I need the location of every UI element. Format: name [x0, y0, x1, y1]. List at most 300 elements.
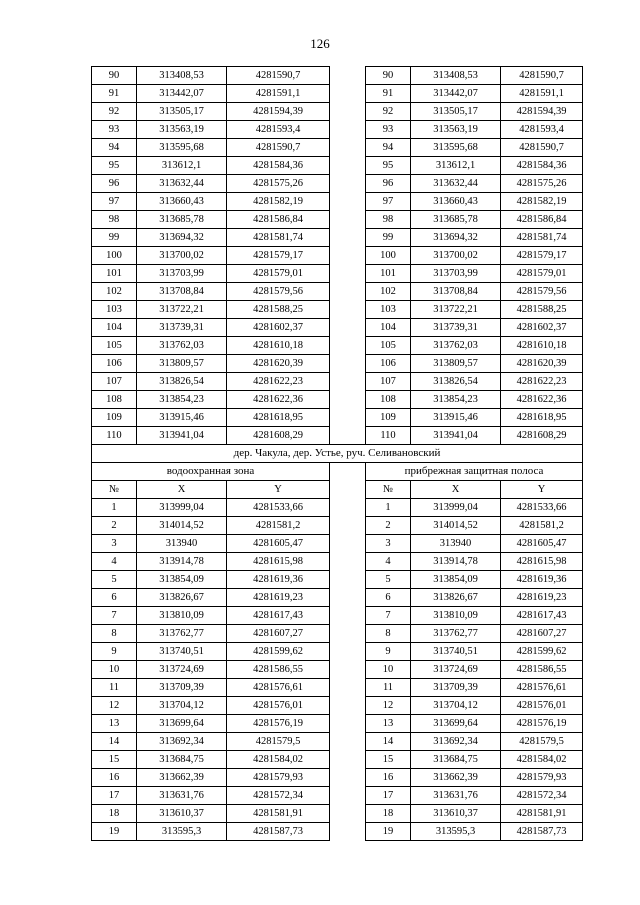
left-x-value: 313826,54: [137, 373, 227, 391]
right-x-value: 313699,64: [411, 715, 501, 733]
column-gap: [330, 535, 366, 553]
column-gap: [330, 751, 366, 769]
left-y-value: 4281576,01: [227, 697, 330, 715]
right-point-number: 2: [366, 517, 411, 535]
right-y-value: 4281590,7: [501, 67, 583, 85]
right-point-number: 3: [366, 535, 411, 553]
right-x-value: 313740,51: [411, 643, 501, 661]
right-y-value: 4281572,34: [501, 787, 583, 805]
left-point-number: 1: [92, 499, 137, 517]
table-row: [92, 139, 583, 157]
table-row: [92, 643, 583, 661]
table-row: [92, 661, 583, 679]
right-point-number: 14: [366, 733, 411, 751]
right-y-value: 4281576,01: [501, 697, 583, 715]
right-point-number: 19: [366, 823, 411, 841]
left-x-value: 313704,12: [137, 697, 227, 715]
right-point-number: 103: [366, 301, 411, 319]
right-point-number: 6: [366, 589, 411, 607]
column-gap: [330, 319, 366, 337]
table-row: [92, 805, 583, 823]
left-x-value: 313941,04: [137, 427, 227, 445]
table-row: [92, 337, 583, 355]
table-row: [92, 373, 583, 391]
left-x-value: 313700,02: [137, 247, 227, 265]
left-point-number: 6: [92, 589, 137, 607]
right-point-number: 7: [366, 607, 411, 625]
left-x-value: 313854,23: [137, 391, 227, 409]
column-gap: [330, 679, 366, 697]
right-x-value: 313660,43: [411, 193, 501, 211]
table-row: [92, 715, 583, 733]
right-x-value: 313914,78: [411, 553, 501, 571]
right-x-value: 313708,84: [411, 283, 501, 301]
right-y-value: 4281579,5: [501, 733, 583, 751]
right-y-value: 4281622,23: [501, 373, 583, 391]
right-point-number: 101: [366, 265, 411, 283]
right-x-value: 314014,52: [411, 517, 501, 535]
left-x-value: 313694,32: [137, 229, 227, 247]
column-gap: [330, 715, 366, 733]
coordinates-table: [91, 66, 583, 841]
right-point-number: 17: [366, 787, 411, 805]
right-y-value: 4281602,37: [501, 319, 583, 337]
left-point-number: 16: [92, 769, 137, 787]
right-y-value: 4281579,56: [501, 283, 583, 301]
right-y-value: 4281605,47: [501, 535, 583, 553]
left-x-value: 313740,51: [137, 643, 227, 661]
left-x-value: 313762,03: [137, 337, 227, 355]
left-x-value: 313699,64: [137, 715, 227, 733]
left-x-value: 313703,99: [137, 265, 227, 283]
table-row: [92, 247, 583, 265]
column-gap: [330, 355, 366, 373]
right-x-value: 313739,31: [411, 319, 501, 337]
left-y-value: 4281581,74: [227, 229, 330, 247]
left-x-value: 313563,19: [137, 121, 227, 139]
right-y-value: 4281575,26: [501, 175, 583, 193]
right-x-value: 313563,19: [411, 121, 501, 139]
left-point-number: 14: [92, 733, 137, 751]
left-y-value: 4281593,4: [227, 121, 330, 139]
left-x-value: 313724,69: [137, 661, 227, 679]
right-x-value: 313940: [411, 535, 501, 553]
left-point-number: 96: [92, 175, 137, 193]
column-gap: [330, 697, 366, 715]
table-row: [92, 787, 583, 805]
left-y-value: 4281581,2: [227, 517, 330, 535]
left-x-value: 314014,52: [137, 517, 227, 535]
right-x-value: 313999,04: [411, 499, 501, 517]
right-y-value: 4281579,17: [501, 247, 583, 265]
right-point-number: 13: [366, 715, 411, 733]
right-y-value: 4281576,19: [501, 715, 583, 733]
left-point-number: 105: [92, 337, 137, 355]
right-y-value: 4281607,27: [501, 625, 583, 643]
right-point-number: 99: [366, 229, 411, 247]
right-y-value: 4281594,39: [501, 103, 583, 121]
left-y-value: 4281594,39: [227, 103, 330, 121]
right-point-number: 107: [366, 373, 411, 391]
table-row: [92, 409, 583, 427]
column-gap: [330, 103, 366, 121]
table-row: [92, 157, 583, 175]
column-gap: [330, 499, 366, 517]
table-row: [92, 427, 583, 445]
right-y-value: 4281620,39: [501, 355, 583, 373]
left-y-value: 4281588,25: [227, 301, 330, 319]
left-y-value: 4281572,34: [227, 787, 330, 805]
column-gap: [330, 85, 366, 103]
right-x-value: 313694,32: [411, 229, 501, 247]
right-x-value: 313809,57: [411, 355, 501, 373]
left-x-value: 313709,39: [137, 679, 227, 697]
left-y-value: 4281607,27: [227, 625, 330, 643]
table-row: [92, 103, 583, 121]
left-y-value: 4281582,19: [227, 193, 330, 211]
left-point-number: 95: [92, 157, 137, 175]
left-x-value: 313915,46: [137, 409, 227, 427]
left-x-value: 313809,57: [137, 355, 227, 373]
left-point-number: 7: [92, 607, 137, 625]
right-x-value: 313703,99: [411, 265, 501, 283]
right-point-number: 12: [366, 697, 411, 715]
left-point-number: 2: [92, 517, 137, 535]
left-point-number: 92: [92, 103, 137, 121]
right-point-number: 97: [366, 193, 411, 211]
left-point-number: 103: [92, 301, 137, 319]
right-y-value: 4281608,29: [501, 427, 583, 445]
right-y-value: 4281586,84: [501, 211, 583, 229]
table-row: [92, 733, 583, 751]
left-point-number: 93: [92, 121, 137, 139]
left-x-value: 313685,78: [137, 211, 227, 229]
right-y-value: 4281533,66: [501, 499, 583, 517]
right-y-value: 4281582,19: [501, 193, 583, 211]
left-y-value: 4281615,98: [227, 553, 330, 571]
left-point-number: 18: [92, 805, 137, 823]
left-point-number: 101: [92, 265, 137, 283]
right-x-value: 313612,1: [411, 157, 501, 175]
table-row: [92, 769, 583, 787]
left-x-value: 313684,75: [137, 751, 227, 769]
left-point-number: 110: [92, 427, 137, 445]
right-x-value: 313631,76: [411, 787, 501, 805]
table-row: [92, 265, 583, 283]
left-y-value: 4281610,18: [227, 337, 330, 355]
left-y-value: 4281591,1: [227, 85, 330, 103]
table-row: [92, 229, 583, 247]
right-point-number: 10: [366, 661, 411, 679]
left-y-value: 4281579,56: [227, 283, 330, 301]
right-y-value: 4281615,98: [501, 553, 583, 571]
right-y-value: 4281588,25: [501, 301, 583, 319]
table-row: [92, 355, 583, 373]
left-x-value: 313810,09: [137, 607, 227, 625]
column-gap: [330, 625, 366, 643]
right-x-value: 313704,12: [411, 697, 501, 715]
left-x-value: 313408,53: [137, 67, 227, 85]
left-x-value: 313662,39: [137, 769, 227, 787]
column-gap: [330, 139, 366, 157]
column-gap: [330, 121, 366, 139]
left-x-value: 313595,3: [137, 823, 227, 841]
left-point-number: 99: [92, 229, 137, 247]
left-y-value: 4281622,23: [227, 373, 330, 391]
column-gap: [330, 301, 366, 319]
right-x-value: 313408,53: [411, 67, 501, 85]
left-x-value: 313999,04: [137, 499, 227, 517]
left-x-value: 313505,17: [137, 103, 227, 121]
column-gap: [330, 409, 366, 427]
left-point-number: 100: [92, 247, 137, 265]
column-gap: [330, 373, 366, 391]
left-point-number: 90: [92, 67, 137, 85]
column-gap: [330, 265, 366, 283]
right-y-value: 4281590,7: [501, 139, 583, 157]
column-gap: [330, 823, 366, 841]
right-y-value: 4281610,18: [501, 337, 583, 355]
table-row: [92, 517, 583, 535]
column-gap: [330, 589, 366, 607]
column-gap: [330, 337, 366, 355]
right-point-number: 106: [366, 355, 411, 373]
right-point-number: 16: [366, 769, 411, 787]
right-point-number: 18: [366, 805, 411, 823]
column-header-row: [92, 481, 583, 499]
left-header-y: Y: [227, 481, 330, 499]
left-y-value: 4281620,39: [227, 355, 330, 373]
right-x-value: 313595,3: [411, 823, 501, 841]
right-y-value: 4281586,55: [501, 661, 583, 679]
right-point-number: 8: [366, 625, 411, 643]
left-point-number: 94: [92, 139, 137, 157]
table-row: [92, 535, 583, 553]
right-point-number: 15: [366, 751, 411, 769]
table-row: [92, 679, 583, 697]
column-gap: [330, 157, 366, 175]
left-zone-title: водоохранная зона: [92, 463, 330, 481]
right-point-number: 11: [366, 679, 411, 697]
table-row: [92, 301, 583, 319]
left-x-value: 313826,67: [137, 589, 227, 607]
page-number: 126: [310, 36, 330, 51]
left-point-number: 109: [92, 409, 137, 427]
column-gap: [330, 787, 366, 805]
right-y-value: 4281619,23: [501, 589, 583, 607]
column-gap: [330, 769, 366, 787]
column-gap: [330, 607, 366, 625]
right-y-value: 4281581,2: [501, 517, 583, 535]
left-y-value: 4281579,17: [227, 247, 330, 265]
column-gap: [330, 67, 366, 85]
left-point-number: 17: [92, 787, 137, 805]
left-x-value: 313632,44: [137, 175, 227, 193]
zone-titles-row: [92, 463, 583, 481]
left-x-value: 313722,21: [137, 301, 227, 319]
right-point-number: 110: [366, 427, 411, 445]
column-gap: [330, 193, 366, 211]
table-row: [92, 751, 583, 769]
left-point-number: 98: [92, 211, 137, 229]
right-y-value: 4281579,93: [501, 769, 583, 787]
left-x-value: 313854,09: [137, 571, 227, 589]
right-header-number: №: [366, 481, 411, 499]
column-gap: [330, 247, 366, 265]
column-gap: [330, 481, 366, 499]
right-point-number: 91: [366, 85, 411, 103]
right-x-value: 313722,21: [411, 301, 501, 319]
right-y-value: 4281593,4: [501, 121, 583, 139]
section-title-row: [92, 445, 583, 463]
left-y-value: 4281605,47: [227, 535, 330, 553]
right-y-value: 4281599,62: [501, 643, 583, 661]
right-y-value: 4281579,01: [501, 265, 583, 283]
left-y-value: 4281617,43: [227, 607, 330, 625]
table-row: [92, 589, 583, 607]
right-y-value: 4281581,74: [501, 229, 583, 247]
left-point-number: 106: [92, 355, 137, 373]
left-point-number: 108: [92, 391, 137, 409]
right-x-value: 313762,03: [411, 337, 501, 355]
right-point-number: 93: [366, 121, 411, 139]
left-y-value: 4281619,36: [227, 571, 330, 589]
left-point-number: 97: [92, 193, 137, 211]
table-row: [92, 283, 583, 301]
left-y-value: 4281608,29: [227, 427, 330, 445]
left-y-value: 4281590,7: [227, 139, 330, 157]
left-point-number: 91: [92, 85, 137, 103]
left-y-value: 4281579,5: [227, 733, 330, 751]
column-gap: [330, 175, 366, 193]
column-gap: [330, 463, 366, 481]
right-x-value: 313941,04: [411, 427, 501, 445]
column-gap: [330, 283, 366, 301]
right-x-value: 313826,54: [411, 373, 501, 391]
table-row: [92, 319, 583, 337]
left-y-value: 4281586,84: [227, 211, 330, 229]
column-gap: [330, 391, 366, 409]
right-y-value: 4281618,95: [501, 409, 583, 427]
column-gap: [330, 211, 366, 229]
left-point-number: 10: [92, 661, 137, 679]
left-point-number: 11: [92, 679, 137, 697]
right-x-value: 313762,77: [411, 625, 501, 643]
left-point-number: 104: [92, 319, 137, 337]
right-x-value: 313610,37: [411, 805, 501, 823]
left-y-value: 4281599,62: [227, 643, 330, 661]
right-x-value: 313724,69: [411, 661, 501, 679]
left-point-number: 15: [92, 751, 137, 769]
left-x-value: 313692,34: [137, 733, 227, 751]
right-zone-title: прибрежная защитная полоса: [366, 463, 583, 481]
right-point-number: 9: [366, 643, 411, 661]
right-point-number: 5: [366, 571, 411, 589]
left-point-number: 5: [92, 571, 137, 589]
table-row: [92, 211, 583, 229]
table-row: [92, 193, 583, 211]
right-y-value: 4281584,02: [501, 751, 583, 769]
table-row: [92, 607, 583, 625]
left-x-value: 313612,1: [137, 157, 227, 175]
column-gap: [330, 229, 366, 247]
right-x-value: 313854,23: [411, 391, 501, 409]
column-gap: [330, 517, 366, 535]
left-point-number: 3: [92, 535, 137, 553]
right-x-value: 313826,67: [411, 589, 501, 607]
right-point-number: 90: [366, 67, 411, 85]
left-x-value: 313442,07: [137, 85, 227, 103]
left-y-value: 4281575,26: [227, 175, 330, 193]
right-y-value: 4281622,36: [501, 391, 583, 409]
right-point-number: 95: [366, 157, 411, 175]
left-x-value: 313708,84: [137, 283, 227, 301]
table-row: [92, 85, 583, 103]
left-point-number: 9: [92, 643, 137, 661]
right-point-number: 105: [366, 337, 411, 355]
left-header-x: X: [137, 481, 227, 499]
right-x-value: 313595,68: [411, 139, 501, 157]
left-y-value: 4281586,55: [227, 661, 330, 679]
right-point-number: 1: [366, 499, 411, 517]
table-row: [92, 67, 583, 85]
table-row: [92, 571, 583, 589]
right-x-value: 313915,46: [411, 409, 501, 427]
left-y-value: 4281579,93: [227, 769, 330, 787]
right-header-x: X: [411, 481, 501, 499]
left-point-number: 8: [92, 625, 137, 643]
right-point-number: 92: [366, 103, 411, 121]
right-x-value: 313692,34: [411, 733, 501, 751]
left-header-number: №: [92, 481, 137, 499]
right-y-value: 4281584,36: [501, 157, 583, 175]
right-y-value: 4281587,73: [501, 823, 583, 841]
left-y-value: 4281590,7: [227, 67, 330, 85]
table-row: [92, 553, 583, 571]
left-x-value: 313610,37: [137, 805, 227, 823]
right-x-value: 313854,09: [411, 571, 501, 589]
right-y-value: 4281617,43: [501, 607, 583, 625]
left-y-value: 4281619,23: [227, 589, 330, 607]
left-x-value: 313739,31: [137, 319, 227, 337]
right-x-value: 313700,02: [411, 247, 501, 265]
column-gap: [330, 571, 366, 589]
left-x-value: 313631,76: [137, 787, 227, 805]
section-title: дер. Чакула, дер. Устье, руч. Селивановский: [92, 445, 583, 463]
right-x-value: 313505,17: [411, 103, 501, 121]
left-x-value: 313940: [137, 535, 227, 553]
column-gap: [330, 805, 366, 823]
left-y-value: 4281576,61: [227, 679, 330, 697]
column-gap: [330, 427, 366, 445]
column-gap: [330, 661, 366, 679]
table-row: [92, 121, 583, 139]
left-point-number: 102: [92, 283, 137, 301]
right-point-number: 102: [366, 283, 411, 301]
left-y-value: 4281618,95: [227, 409, 330, 427]
table-row: [92, 391, 583, 409]
left-y-value: 4281533,66: [227, 499, 330, 517]
right-point-number: 98: [366, 211, 411, 229]
left-x-value: 313762,77: [137, 625, 227, 643]
left-y-value: 4281587,73: [227, 823, 330, 841]
left-x-value: 313914,78: [137, 553, 227, 571]
column-gap: [330, 733, 366, 751]
left-point-number: 4: [92, 553, 137, 571]
right-point-number: 104: [366, 319, 411, 337]
right-x-value: 313662,39: [411, 769, 501, 787]
left-point-number: 107: [92, 373, 137, 391]
